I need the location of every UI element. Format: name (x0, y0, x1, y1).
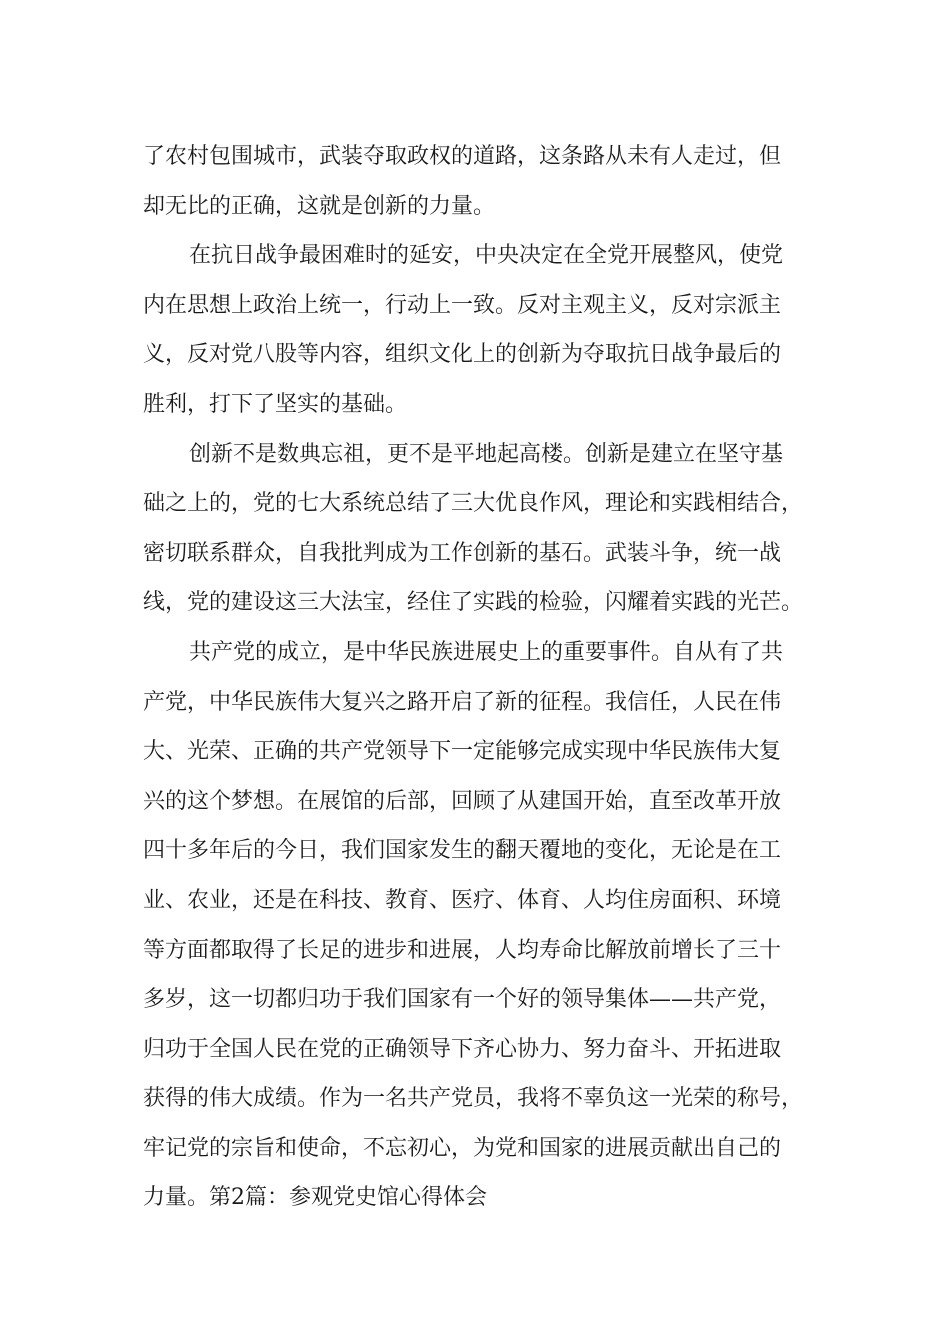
text-line: 创新不是数典忘祖，更不是平地起高楼。创新是建立在坚守基 (189, 441, 784, 467)
text-line: 多岁，这一切都归功于我们国家有一个好的领导集体——共产党， (143, 987, 782, 1013)
text-line: 内在思想上政治上统一，行动上一致。反对主观主义，反对宗派主 (143, 292, 782, 318)
text-line: 在抗日战争最困难时的延安，中央决定在全党开展整风，使党 (189, 243, 784, 269)
text-line: 业、农业，还是在科技、教育、医疗、体育、人均住房面积、环境 (143, 887, 782, 913)
text-line: 却无比的正确，这就是创新的力量。 (143, 193, 496, 219)
text-line: 兴的这个梦想。在展馆的后部，回顾了从建国开始，直至改革开放 (143, 788, 782, 814)
text-line: 线，党的建设这三大法宝，经住了实践的检验，闪耀着实践的光芒。 (143, 590, 804, 616)
text-line: 础之上的，党的七大系统总结了三大优良作风，理论和实践相结合， (143, 491, 804, 517)
text-line: 密切联系群众，自我批判成为工作创新的基石。武装斗争，统一战 (143, 540, 782, 566)
text-line: 四十多年后的今日，我们国家发生的翻天覆地的变化，无论是在工 (143, 838, 782, 864)
text-line: 共产党的成立，是中华民族进展史上的重要事件。自从有了共 (189, 639, 784, 665)
text-line: 牢记党的宗旨和使命，不忘初心，为党和国家的进展贡献出自己的 (143, 1135, 782, 1161)
text-line: 归功于全国人民在党的正确领导下齐心协力、努力奋斗、开拓进取 (143, 1036, 782, 1062)
text-line: 胜利，打下了坚实的基础。 (143, 391, 408, 417)
text-line: 了农村包围城市，武装夺取政权的道路，这条路从未有人走过，但 (143, 144, 782, 169)
text-line: 义，反对党八股等内容，组织文化上的创新为夺取抗日战争最后的 (143, 342, 782, 368)
text-line: 产党，中华民族伟大复兴之路开启了新的征程。我信任，人民在伟 (143, 689, 782, 715)
text-line: 大、光荣、正确的共产党领导下一定能够完成实现中华民族伟大复 (143, 739, 782, 765)
text-line: 力量。第2篇：参观党史馆心得体会 (143, 1185, 487, 1211)
document-body (143, 132, 843, 1223)
text-line: 获得的伟大成绩。作为一名共产党员，我将不辜负这一光荣的称号， (143, 1086, 804, 1112)
text-line: 等方面都取得了长足的进步和进展，人均寿命比解放前增长了三十 (143, 937, 782, 963)
